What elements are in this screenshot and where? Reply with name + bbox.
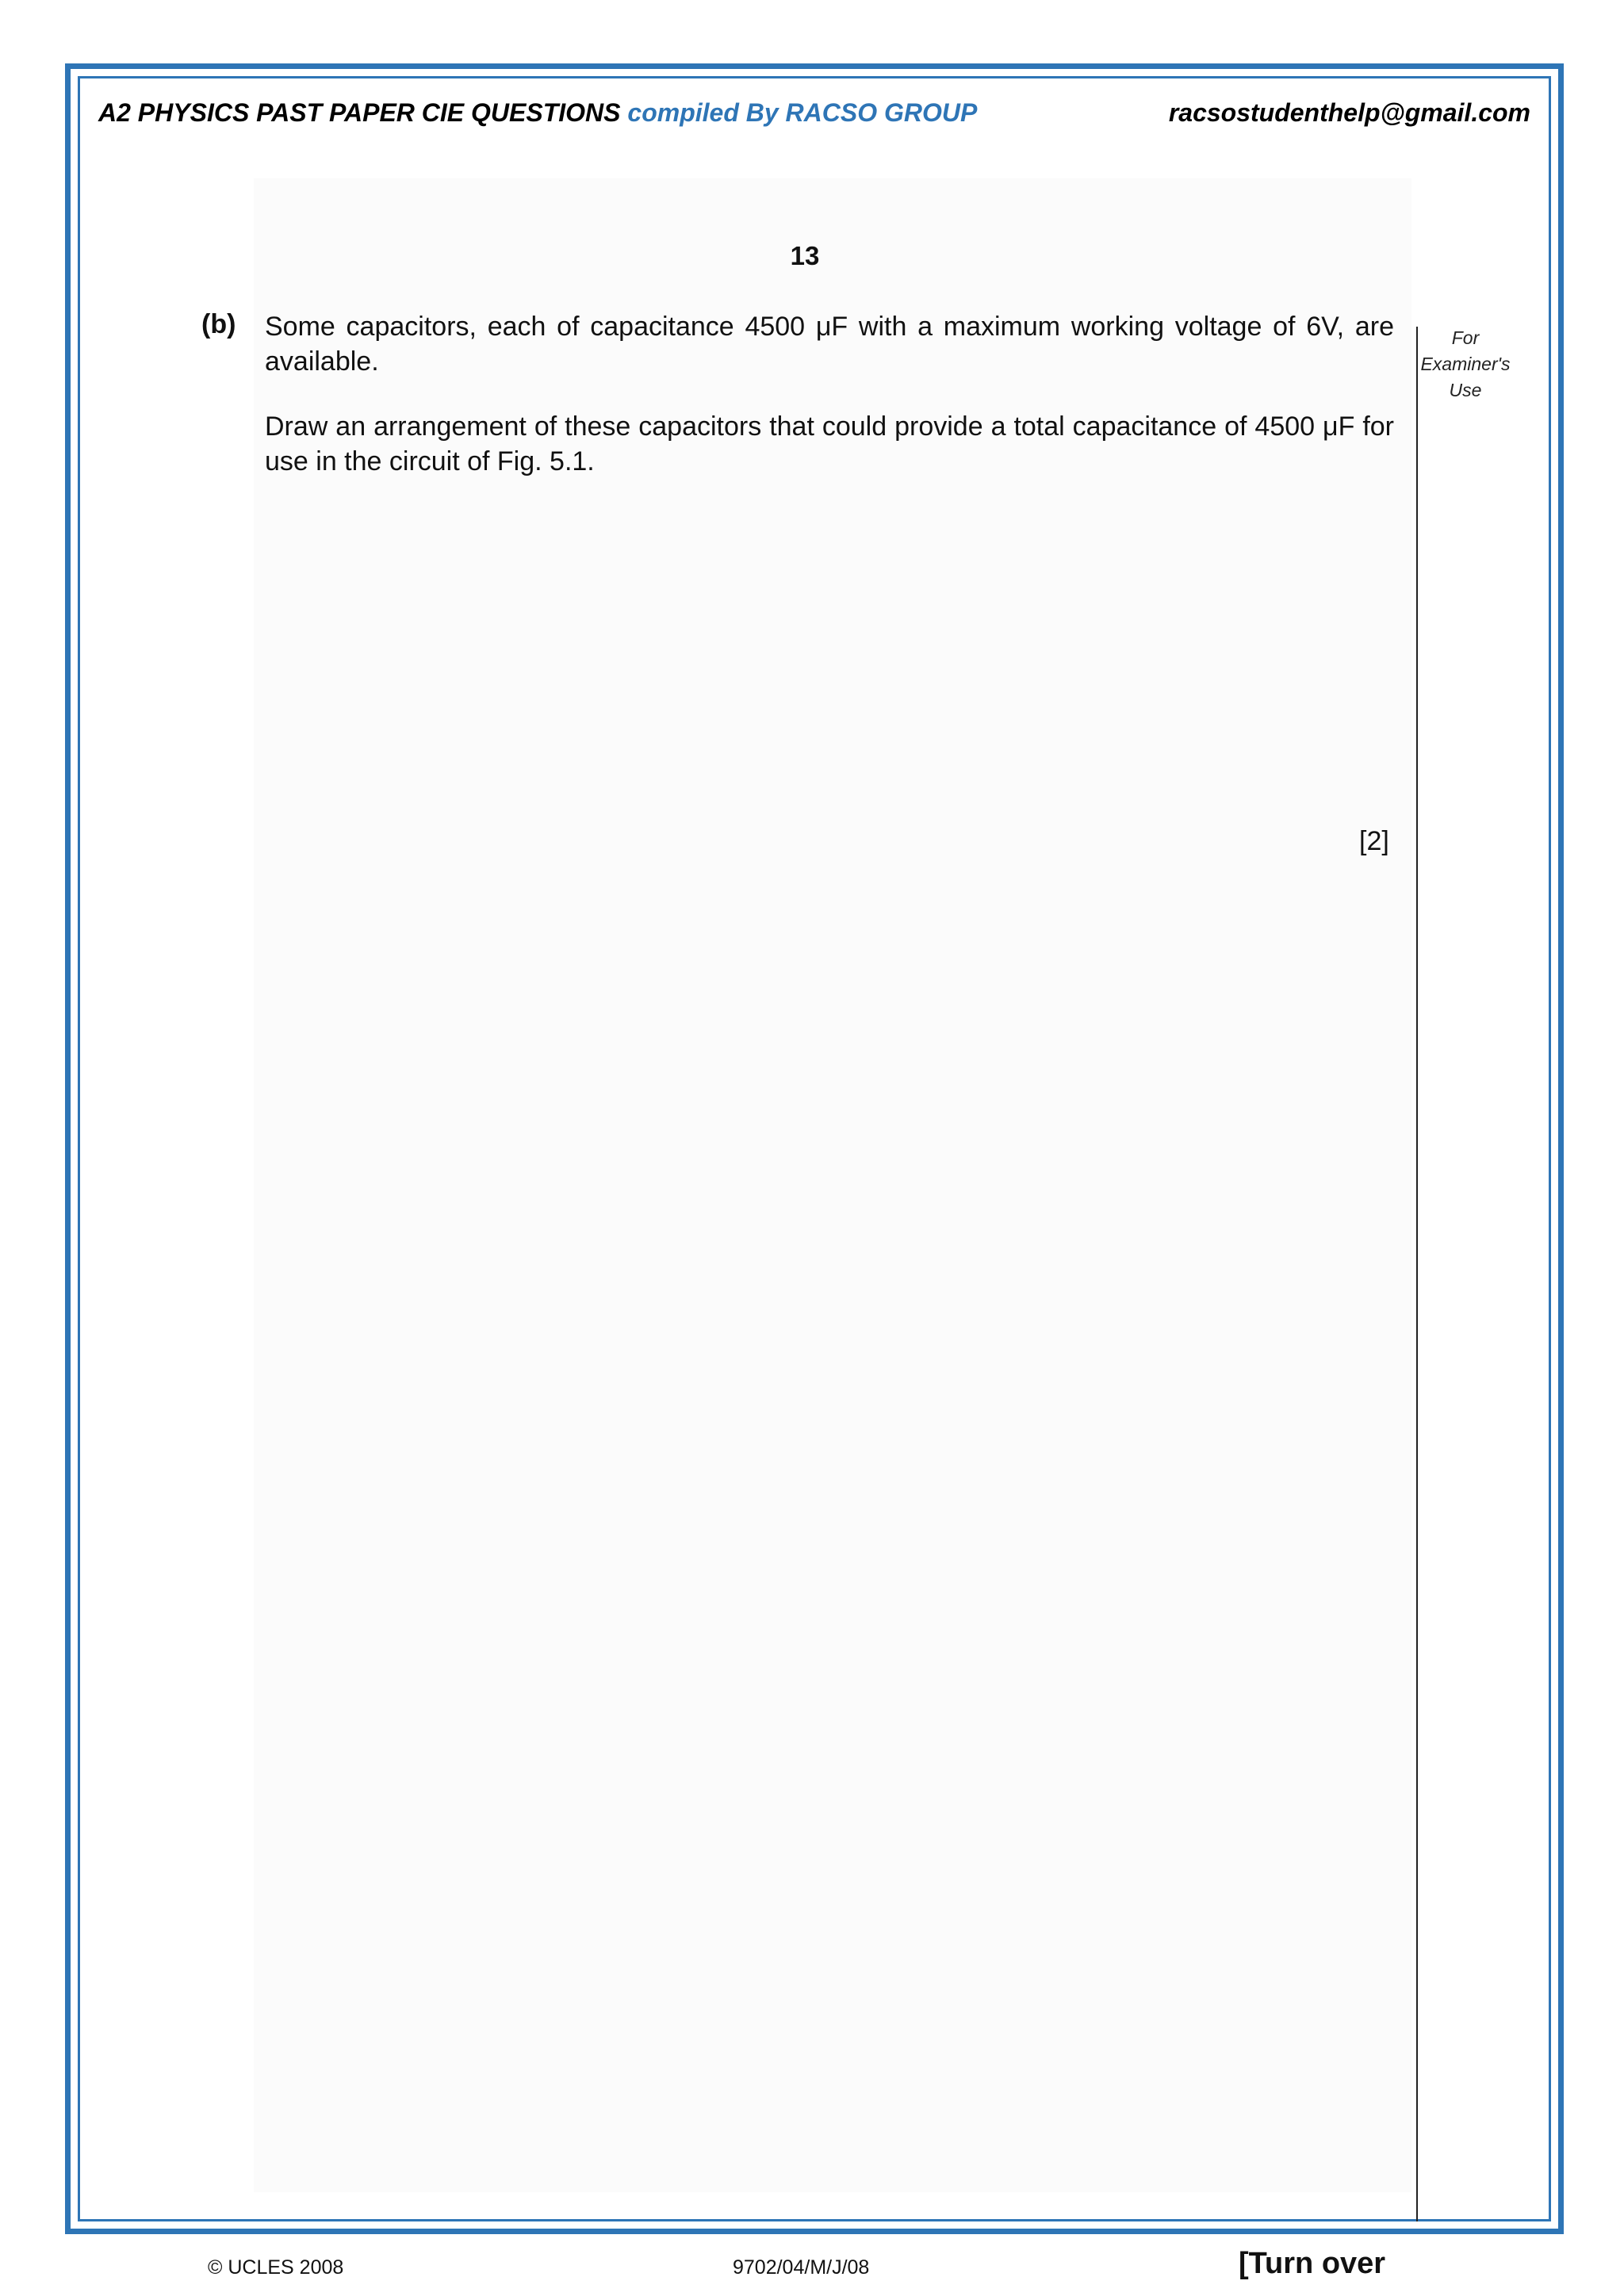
examiner-label-line-1: For [1451, 327, 1480, 348]
header-email: racsostudenthelp@gmail.com [1168, 98, 1530, 127]
examiner-margin-line [1416, 327, 1418, 2221]
question-label: (b) [201, 309, 236, 339]
marks-allocation: [2] [1359, 826, 1389, 856]
question-paragraph-1: Some capacitors, each of capacitance 4500 μF with a maximum working voltage of 6V, are available. [265, 312, 1394, 377]
footer-copyright: © UCLES 2008 [208, 2256, 344, 2279]
header-title-text: A2 PHYSICS PAST PAPER CIE QUESTIONS [98, 98, 621, 127]
page-number: 13 [790, 241, 820, 270]
scanned-paper-area [254, 178, 1411, 2192]
examiner-use-label [1419, 325, 1511, 404]
question-paragraph-2: Draw an arrangement of these capacitors that could provide a total capacitance of 4500 μF for use in the circuit of Fig. 5.1. [265, 411, 1394, 476]
examiner-label-line-3: Use [1449, 380, 1482, 400]
footer-turn-over: [Turn over [1239, 2247, 1386, 2280]
header-title [98, 98, 977, 128]
header-compiled-by: compiled By RACSO GROUP [627, 98, 978, 127]
footer-paper-code: 9702/04/M/J/08 [733, 2256, 870, 2279]
examiner-label-line-2: Examiner's [1420, 354, 1511, 374]
